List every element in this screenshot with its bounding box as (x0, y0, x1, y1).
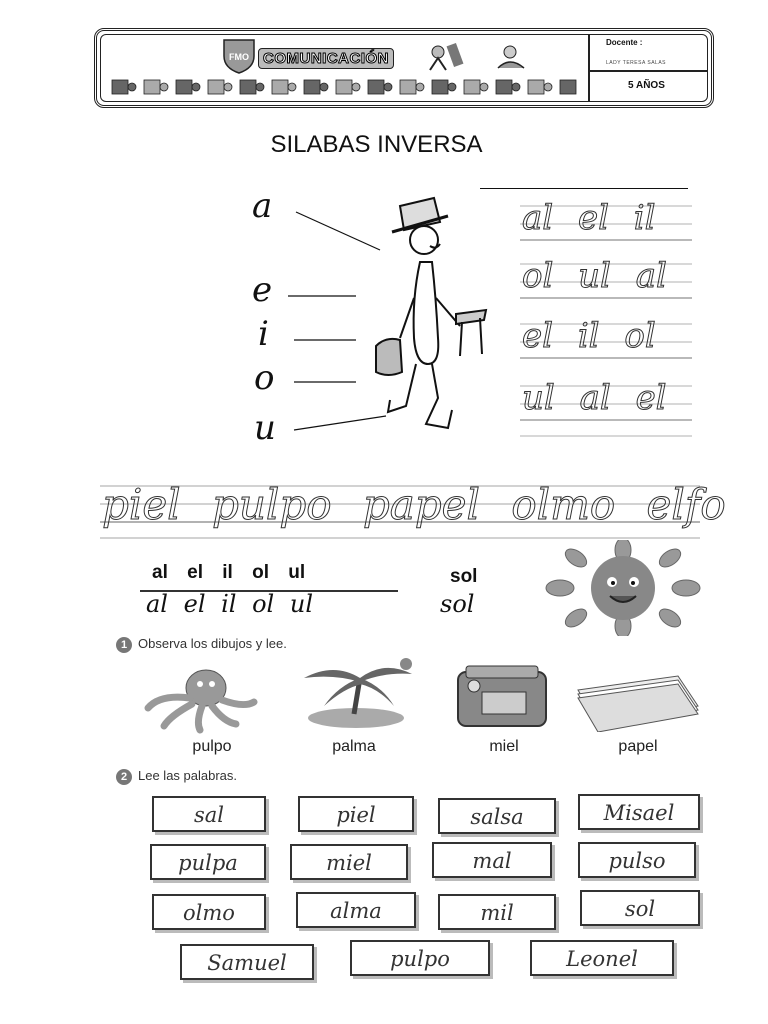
word-card-text: sal (193, 803, 224, 827)
word-card (290, 844, 408, 880)
word-card-text: salsa (470, 805, 524, 829)
trace-row (520, 258, 692, 306)
trace-syllable: el (577, 198, 609, 238)
word-card-text: Leonel (566, 947, 638, 971)
syllables-print: al el il ol ul (152, 562, 306, 583)
trace-row (520, 380, 692, 428)
word-card (152, 894, 266, 930)
word-card-text: mal (472, 849, 512, 873)
trace-syllable: al (579, 378, 611, 418)
trace-syllable: al (635, 256, 667, 296)
trace-syllable: el (635, 378, 667, 418)
word-sol-cursive: sol (440, 590, 475, 618)
word-card-text: Samuel (207, 951, 287, 975)
word-card-text: mil (480, 901, 514, 925)
word-card-text: pulpa (178, 851, 238, 875)
subject-brand: COMUNICACIÓN (258, 48, 394, 69)
puzzle-pieces-border (110, 74, 585, 100)
step-1-number: 1 (116, 637, 132, 653)
word-card (438, 894, 556, 930)
step-2 (116, 768, 237, 785)
word-card (580, 890, 700, 926)
word-card (180, 944, 314, 980)
letter-l-man-illustration (356, 188, 506, 438)
syllables-cursive: al el il ol ul (146, 590, 313, 618)
step-1 (116, 636, 287, 653)
word-card-text: Misael (603, 801, 675, 825)
docente-name: LADY TERESA SALAS (606, 60, 667, 66)
trace-syllable: al (522, 198, 554, 238)
trace-words-row (100, 480, 726, 542)
word-card (432, 842, 552, 878)
trace-syllable: ul (522, 378, 555, 418)
word-card-text: sol (624, 897, 656, 921)
trace-syllable: il (633, 198, 656, 238)
trace-row (520, 318, 692, 366)
trace-syllable: el (522, 316, 553, 356)
step-2-number: 2 (116, 769, 132, 785)
vowel-a: a (252, 186, 273, 226)
word-card (438, 798, 556, 834)
word-card (296, 892, 416, 928)
trace-syllable: ul (578, 256, 611, 296)
word-card-text: alma (330, 899, 382, 923)
kids-drawing (420, 40, 580, 74)
label-palma: palma (332, 738, 376, 755)
trace-syllable: il (577, 316, 600, 356)
palm-tree-picture (294, 656, 418, 730)
header-divider (588, 34, 590, 102)
label-miel: miel (489, 738, 519, 755)
word-sol-print: sol (450, 566, 478, 587)
word-card (578, 842, 696, 878)
word-card (530, 940, 674, 976)
vowel-u: u (254, 408, 276, 448)
step-2-text: Lee las palabras. (138, 768, 238, 783)
vowel-e: e (252, 270, 273, 310)
word-card-text: olmo (183, 901, 235, 925)
word-card (298, 796, 414, 832)
answer-line (480, 188, 688, 189)
trace-word: pulpo (211, 480, 332, 529)
paper-stack-picture (574, 670, 702, 732)
trace-word: papel (362, 480, 480, 529)
header-info-separator (590, 70, 708, 72)
trace-word: elfo (646, 480, 726, 529)
trace-word: piel (102, 480, 181, 529)
trace-row (520, 200, 692, 248)
word-card (350, 940, 490, 976)
school-shield-logo (222, 38, 256, 74)
age-label: 5 AÑOS (628, 80, 665, 91)
vowel-o: o (254, 358, 275, 398)
word-card (578, 794, 700, 830)
trace-syllable: ol (522, 256, 554, 296)
word-card (150, 844, 266, 880)
vowel-i: i (258, 314, 269, 354)
word-card-text: miel (326, 851, 372, 875)
sun-illustration (540, 540, 706, 636)
shield-text: FMO (229, 52, 249, 62)
trace-syllable: ol (624, 316, 656, 356)
label-pulpo: pulpo (192, 738, 232, 755)
docente-label: Docente : (606, 38, 643, 47)
word-card-text: pulso (608, 849, 666, 873)
page-title: SILABAS INVERSA (270, 131, 483, 158)
honey-jar-picture (452, 662, 552, 732)
trace-word: olmo (511, 480, 616, 529)
word-card-text: pulpo (390, 947, 450, 971)
word-card (152, 796, 266, 832)
step-1-text: Observa los dibujos y lee. (138, 636, 287, 651)
octopus-picture (140, 664, 260, 734)
label-papel: papel (618, 738, 658, 755)
word-card-text: piel (336, 803, 376, 827)
